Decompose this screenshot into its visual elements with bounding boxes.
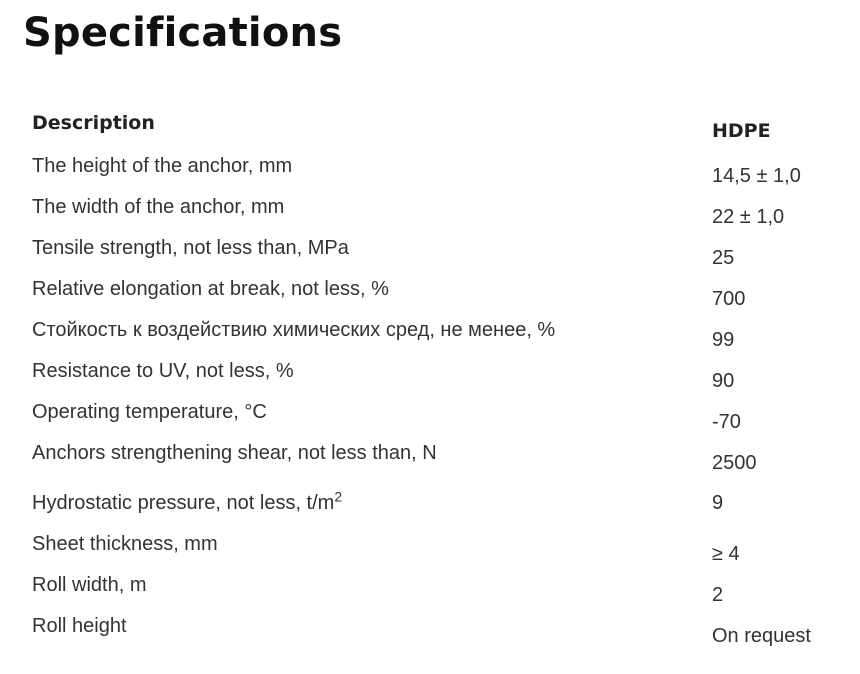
table-row (32, 232, 832, 273)
row-value: 90 (712, 370, 735, 392)
table-row (32, 273, 832, 314)
row-value: 14,5 ± 1,0 (712, 165, 801, 187)
row-value: 22 ± 1,0 (712, 206, 785, 228)
table-row (32, 528, 832, 569)
table-row (32, 355, 832, 396)
row-description: The width of the anchor, mm (32, 196, 285, 218)
table-row (32, 150, 832, 191)
specifications-table (32, 108, 832, 651)
table-row (32, 437, 832, 478)
row-value: -70 (712, 411, 741, 433)
table-row (32, 569, 832, 610)
row-description: Sheet thickness, mm (32, 533, 218, 555)
row-description (32, 488, 343, 515)
row-value: 2500 (712, 452, 757, 474)
row-value: 99 (712, 329, 735, 351)
row-value: On request (712, 625, 811, 647)
row-description: Roll height (32, 615, 127, 637)
row-description: Resistance to UV, not less, % (32, 360, 294, 382)
table-row (32, 478, 832, 528)
table-row (32, 610, 832, 651)
table-row (32, 191, 832, 232)
row-description: Стойкость к воздействию химических сред, не менее, % (32, 319, 556, 341)
row-value: 25 (712, 247, 735, 269)
table-header (32, 108, 832, 150)
table-row (32, 396, 832, 437)
page-title: Specifications (23, 10, 343, 56)
row-value: 2 (712, 584, 724, 606)
hdpe-column-header: HDPE (712, 120, 771, 142)
row-description: Tensile strength, not less than, MPa (32, 237, 349, 259)
row-value: ≥ 4 (712, 543, 740, 565)
row-description: Operating temperature, °C (32, 401, 267, 423)
table-row (32, 314, 832, 355)
row-value: 700 (712, 288, 746, 310)
row-description-text: Hydrostatic pressure, not less, t/m (32, 492, 335, 514)
row-value: 9 (712, 492, 724, 514)
description-column-header: Description (32, 112, 155, 134)
row-description: Roll width, m (32, 574, 147, 596)
row-description: The height of the anchor, mm (32, 155, 293, 177)
superscript-exponent: 2 (334, 488, 343, 505)
row-description: Relative elongation at break, not less, % (32, 278, 389, 300)
row-description: Anchors strengthening shear, not less than, N (32, 442, 437, 464)
